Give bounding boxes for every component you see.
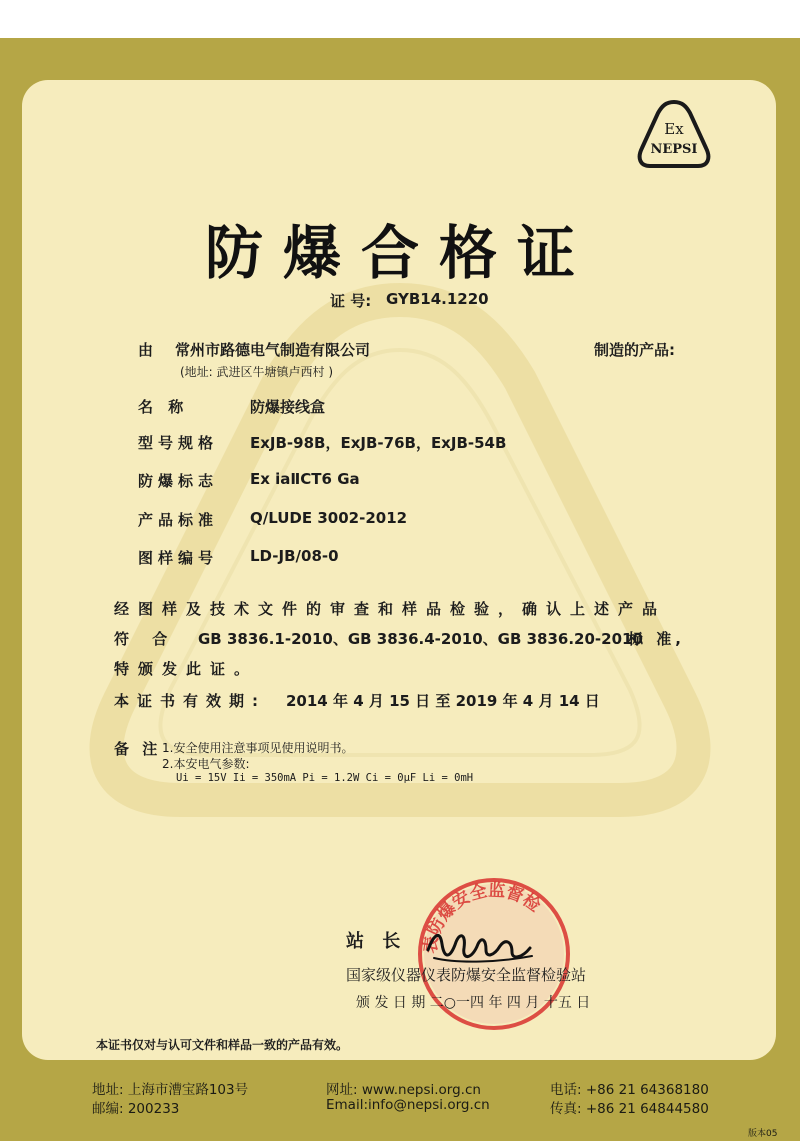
field-label-ex-marking: 防爆标志 xyxy=(138,472,219,490)
field-value-standard: Q/LUDE 3002-2012 xyxy=(250,509,408,527)
issuing-station: 国家级仪器仪表防爆安全监督检验站 xyxy=(346,966,587,984)
intrinsic-safety-parameters: Ui = 15V Ii = 350mA Pi = 1.2W Ci = 0μF Li = 0mH xyxy=(176,772,474,784)
statement-standards: GB 3836.1-2010、GB 3836.4-2010、GB 3836.20-2010 xyxy=(198,630,643,648)
remarks-label: 备 注 xyxy=(114,740,162,758)
statement-line-2-suffix: 标 准, xyxy=(628,630,685,648)
footer-website[interactable]: 网址: www.nepsi.org.cn xyxy=(326,1082,481,1098)
nepsi-logo-icon xyxy=(636,98,712,172)
field-value-drawing-no: LD-JB/08-0 xyxy=(250,547,339,565)
station-chief-label: 站 长 xyxy=(346,931,407,952)
validity-label: 本证书有效期: xyxy=(114,692,266,710)
statement-line-1: 经图样及技术文件的审查和样品检验，确认上述产品 xyxy=(114,600,667,618)
field-label-model: 型号规格 xyxy=(138,434,219,452)
statement-line-3: 特颁发此证。 xyxy=(114,660,259,678)
footer-fax: 传真: +86 21 64844580 xyxy=(550,1101,709,1117)
footer-postcode: 邮编: 200233 xyxy=(92,1101,180,1117)
field-label-standard: 产品标准 xyxy=(138,511,219,529)
field-value-ex-marking: Ex iaⅡCT6 Ga xyxy=(250,470,360,488)
logo-nepsi-text: NEPSI xyxy=(650,142,698,157)
remarks-line-1: 1.安全使用注意事项见使用说明书。 xyxy=(162,741,354,755)
logo-ex-text: Ex xyxy=(664,120,684,138)
certificate-number: GYB14.1220 xyxy=(386,290,489,308)
manufacturer-address: (地址: 武进区牛塘镇卢西村 ) xyxy=(180,365,334,379)
chief-signature-icon xyxy=(420,920,540,970)
manufactured-product-label: 制造的产品: xyxy=(594,341,675,359)
statement-line-2-prefix: 符 合 xyxy=(114,630,177,648)
certificate-number-label: 证 号: xyxy=(330,292,372,310)
validity-period: 2014 年 4 月 15 日 至 2019 年 4 月 14 日 xyxy=(286,692,600,710)
issue-date: 颁 发 日 期 二○一四 年 四 月 十五 日 xyxy=(356,995,591,1011)
footer-phone: 电话: +86 21 64368180 xyxy=(550,1082,709,1098)
certificate-title: 防爆合格证 xyxy=(204,219,595,287)
field-value-model: ExJB-98B，ExJB-76B，ExJB-54B xyxy=(250,434,507,452)
footer-address: 地址: 上海市漕宝路103号 xyxy=(92,1082,249,1098)
footer-email[interactable]: Email:info@nepsi.org.cn xyxy=(326,1097,490,1113)
field-label-name: 名 称 xyxy=(138,398,189,416)
manufacturer-label: 由 xyxy=(138,341,154,359)
field-label-drawing-no: 图样编号 xyxy=(138,549,219,567)
validity-note: 本证书仅对与认可文件和样品一致的产品有效。 xyxy=(96,1038,349,1052)
manufacturer-name: 常州市路德电气制造有限公司 xyxy=(175,341,371,359)
seal-text: 表防爆安全监督检 xyxy=(420,880,544,955)
document-version: 版本05 xyxy=(748,1129,778,1139)
field-value-name: 防爆接线盒 xyxy=(250,398,326,416)
remarks-line-2: 2.本安电气参数: xyxy=(162,757,250,771)
